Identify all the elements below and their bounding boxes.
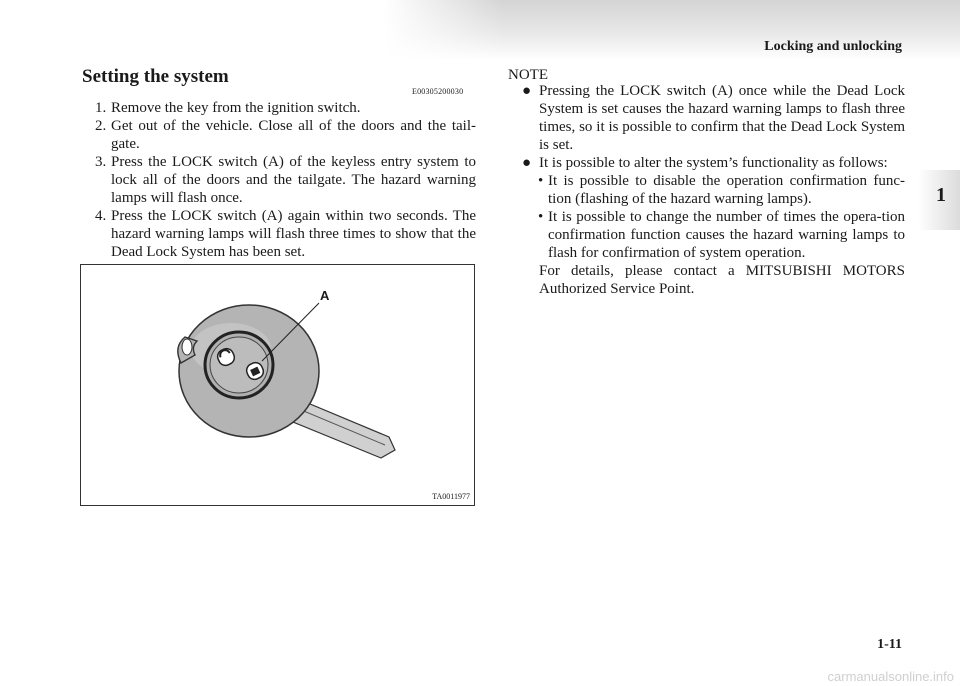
note-block xyxy=(522,82,905,298)
note-sub-item xyxy=(522,172,905,208)
note-text: It is possible to alter the system’s functionality as follows: xyxy=(539,155,888,171)
figure-id: TA0011977 xyxy=(432,492,470,501)
keyring-hole xyxy=(182,339,192,355)
note-text: Pressing the LOCK switch (A) once while the Dead Lock System is set causes the hazard warning lamps to flash three times, so it is possible to confirm that the Dead Lock System is set. xyxy=(539,83,905,153)
page-number: 1-11 xyxy=(877,637,902,652)
step-item xyxy=(95,153,476,207)
watermark: carmanualsonline.info xyxy=(827,669,954,684)
header-fade xyxy=(384,0,504,60)
step-item xyxy=(95,99,476,117)
note-item xyxy=(522,82,905,154)
steps-list xyxy=(95,99,476,261)
step-number: 3. xyxy=(95,154,107,170)
step-text: Remove the key from the ignition switch. xyxy=(111,100,361,116)
sub-text: It is possible to disable the operation confirmation func-tion (flashing of the hazard warning lamps). xyxy=(548,173,905,207)
section-title: Setting the system xyxy=(82,66,229,87)
running-head: Locking and unlocking xyxy=(764,39,902,54)
note-sub-item xyxy=(522,208,905,262)
note-item xyxy=(522,154,905,172)
sub-bullet: • xyxy=(538,173,544,189)
sub-bullet: • xyxy=(538,209,544,225)
step-number: 4. xyxy=(95,208,107,224)
key-figure xyxy=(80,264,475,506)
note-bullet: ● xyxy=(522,83,532,99)
figure-callout-a: A xyxy=(320,288,330,303)
note-bullet: ● xyxy=(522,155,532,171)
step-item xyxy=(95,207,476,261)
step-text: Get out of the vehicle. Close all of the doors and the tail-gate. xyxy=(111,118,476,152)
note-tail: For details, please contact a MITSUBISHI MOTORS Authorized Service Point. xyxy=(539,263,905,297)
sub-text: It is possible to change the number of times the opera-tion confirmation function causes the hazard warning lamps to flash for confirmation of system operation. xyxy=(548,209,905,261)
step-text: Press the LOCK switch (A) again within two seconds. The hazard warning lamps will flash three times to show that the Dead Lock System has been set. xyxy=(111,208,476,260)
chapter-number: 1 xyxy=(936,184,946,206)
step-number: 2. xyxy=(95,118,107,134)
step-text: Press the LOCK switch (A) of the keyless entry system to lock all of the doors and the tailgate. The hazard warning lamps will flash once. xyxy=(111,154,476,206)
section-code: E00305200030 xyxy=(412,87,464,96)
key-fob-illustration xyxy=(81,265,474,505)
step-item xyxy=(95,117,476,153)
note-label: NOTE xyxy=(508,67,548,83)
step-number: 1. xyxy=(95,100,107,116)
